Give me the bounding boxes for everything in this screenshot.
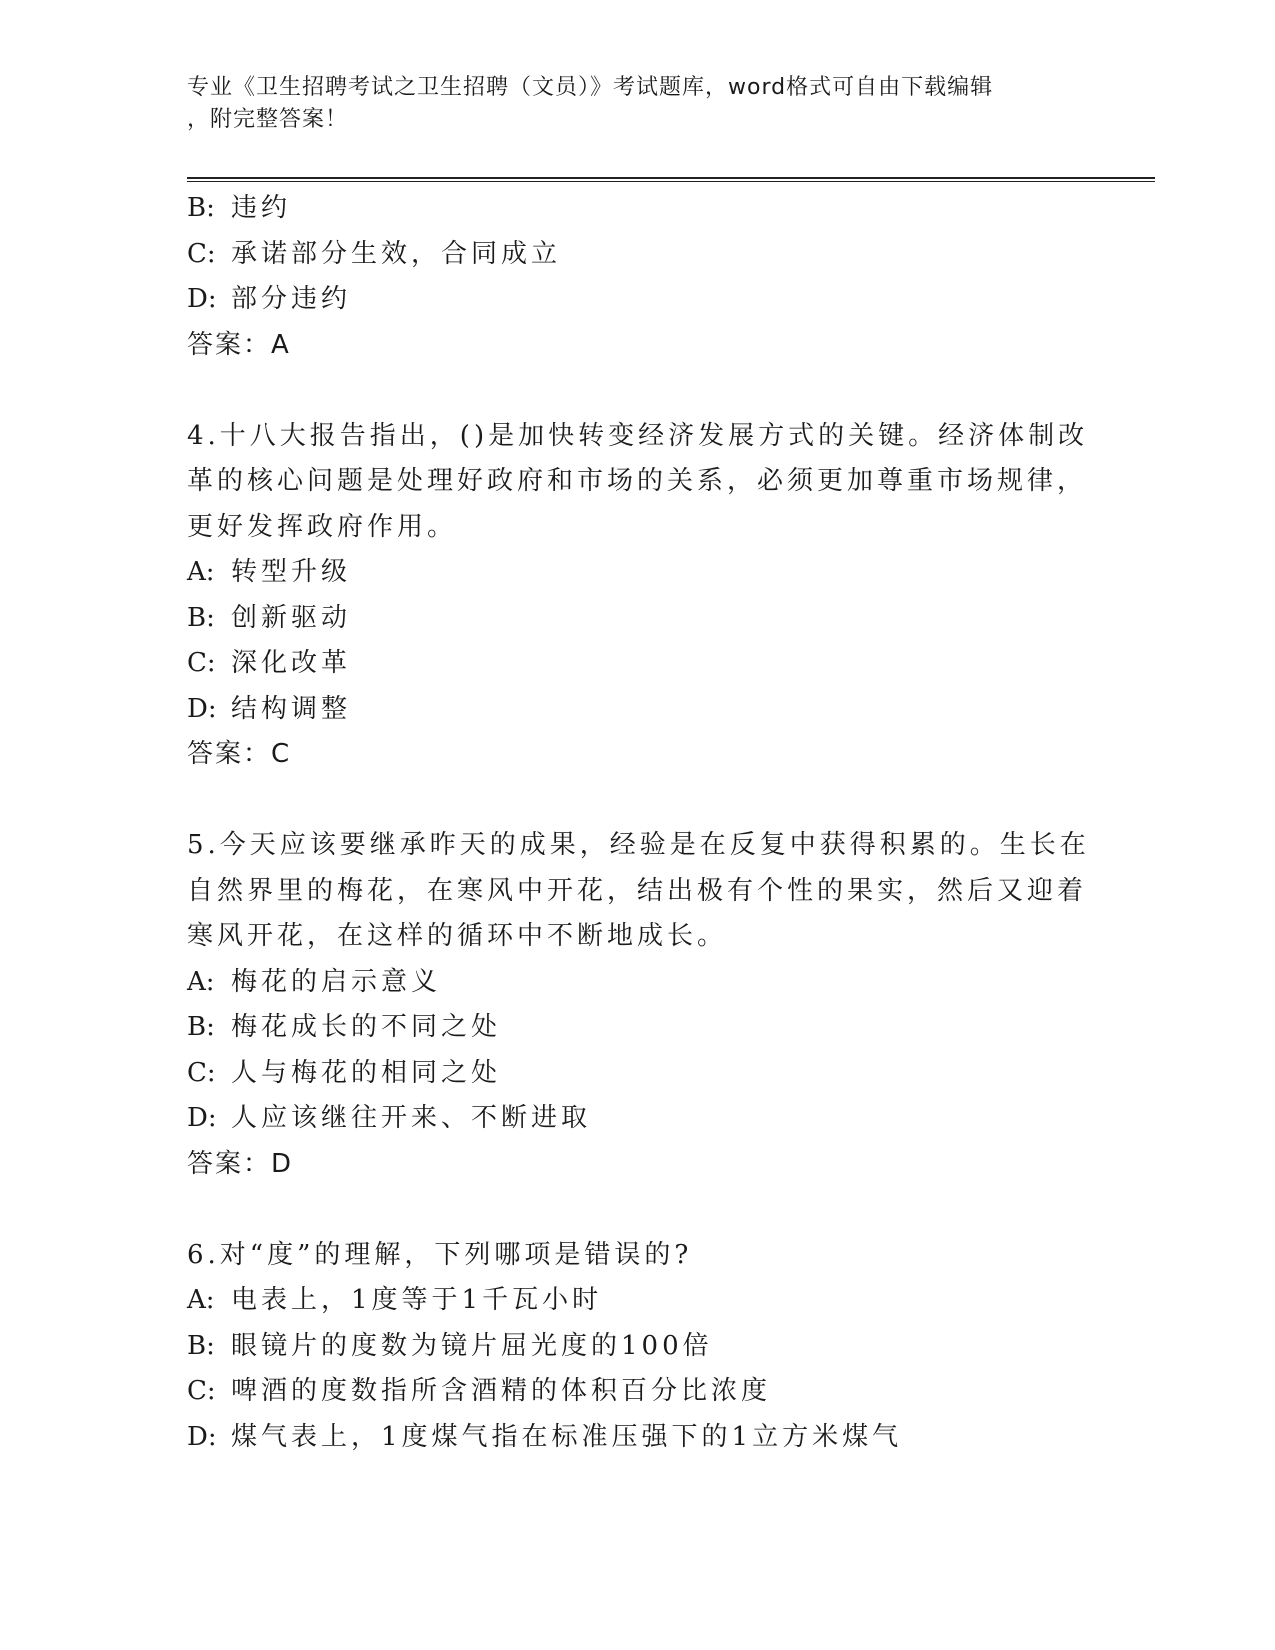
option-text: 人与梅花的相同之处: [231, 1057, 502, 1088]
question-stem-line: 寒风开花，在这样的循环中不断地成长。: [187, 921, 728, 951]
question-3-tail: [187, 186, 1067, 368]
option-label: C:: [187, 1376, 216, 1406]
option-b: [187, 596, 1067, 642]
option-label: C:: [187, 1057, 216, 1088]
option-label: B:: [187, 1012, 215, 1042]
answer-line: 答案：A: [187, 329, 291, 360]
option-text: 违约: [231, 193, 292, 223]
option-d: [187, 1096, 1067, 1142]
option-label: B:: [187, 602, 215, 633]
header-line-2: ，附完整答案！: [187, 107, 349, 132]
option-c: [187, 641, 1067, 687]
question-stem-line: 6.对“度”的理解，下列哪项是错误的?: [187, 1239, 693, 1270]
page-header: [187, 72, 1067, 136]
option-label: D:: [187, 1103, 217, 1133]
option-label: D:: [187, 284, 217, 314]
option-text: 电表上，1度等于1千瓦小时: [231, 1285, 603, 1315]
question-stem-line: 自然界里的梅花，在寒风中开花，结出极有个性的果实，然后又迎着: [187, 875, 1088, 906]
option-label: D:: [187, 1421, 217, 1452]
option-d: [187, 687, 1067, 733]
option-a: [187, 960, 1067, 1006]
option-text: 转型升级: [231, 557, 352, 587]
option-text: 眼镜片的度数为镜片屈光度的100倍: [231, 1330, 713, 1361]
option-label: B:: [187, 1330, 215, 1361]
option-text: 梅花成长的不同之处: [231, 1012, 502, 1042]
option-b: [187, 1005, 1067, 1051]
option-label: C:: [187, 648, 216, 678]
option-c: [187, 1051, 1067, 1097]
option-d: [187, 1415, 1067, 1461]
option-text: 承诺部分生效，合同成立: [231, 238, 562, 269]
spacer: [187, 368, 1067, 414]
option-label: D:: [187, 693, 217, 724]
option-c: [187, 232, 1067, 278]
option-c: [187, 1369, 1067, 1415]
option-d: [187, 277, 1067, 323]
question-stem-line: 5.今天应该要继承昨天的成果，经验是在反复中获得积累的。生长在: [187, 830, 1090, 860]
option-text: 深化改革: [231, 648, 352, 678]
question-stem-line: 4.十八大报告指出，()是加快转变经济发展方式的关键。经济体制改: [187, 420, 1089, 451]
option-label: A:: [187, 557, 215, 587]
option-b: [187, 186, 1067, 232]
header-divider: [187, 177, 1155, 182]
header-line-1: 专业《卫生招聘考试之卫生招聘（文员）》考试题库，word格式可自由下载编辑: [187, 75, 994, 100]
question-list: [187, 186, 1090, 1460]
question-6: [187, 1233, 1067, 1461]
option-text: 结构调整: [231, 693, 352, 724]
question-stem-line: 革的核心问题是处理好政府和市场的关系，必须更加尊重市场规律，: [187, 466, 1088, 496]
option-text: 啤酒的度数指所含酒精的体积百分比浓度: [231, 1376, 772, 1406]
option-a: [187, 550, 1067, 596]
option-label: A:: [187, 966, 215, 997]
option-text: 部分违约: [231, 284, 352, 314]
spacer: [187, 1187, 1067, 1233]
option-text: 煤气表上，1度煤气指在标准压强下的1立方米煤气: [231, 1421, 903, 1452]
answer-line: 答案：D: [187, 1148, 294, 1179]
spacer: [187, 778, 1067, 824]
option-text: 梅花的启示意义: [231, 966, 442, 997]
option-label: A:: [187, 1285, 215, 1315]
option-label: C:: [187, 238, 216, 269]
question-5: [187, 823, 1090, 1187]
option-a: [187, 1278, 1067, 1324]
option-text: 创新驱动: [231, 602, 352, 633]
question-4: [187, 414, 1089, 778]
answer-line: 答案：C: [187, 739, 292, 769]
option-b: [187, 1324, 1067, 1370]
option-text: 人应该继往开来、不断进取: [231, 1103, 592, 1133]
question-stem-line: 更好发挥政府作用。: [187, 511, 458, 542]
option-label: B:: [187, 193, 215, 223]
